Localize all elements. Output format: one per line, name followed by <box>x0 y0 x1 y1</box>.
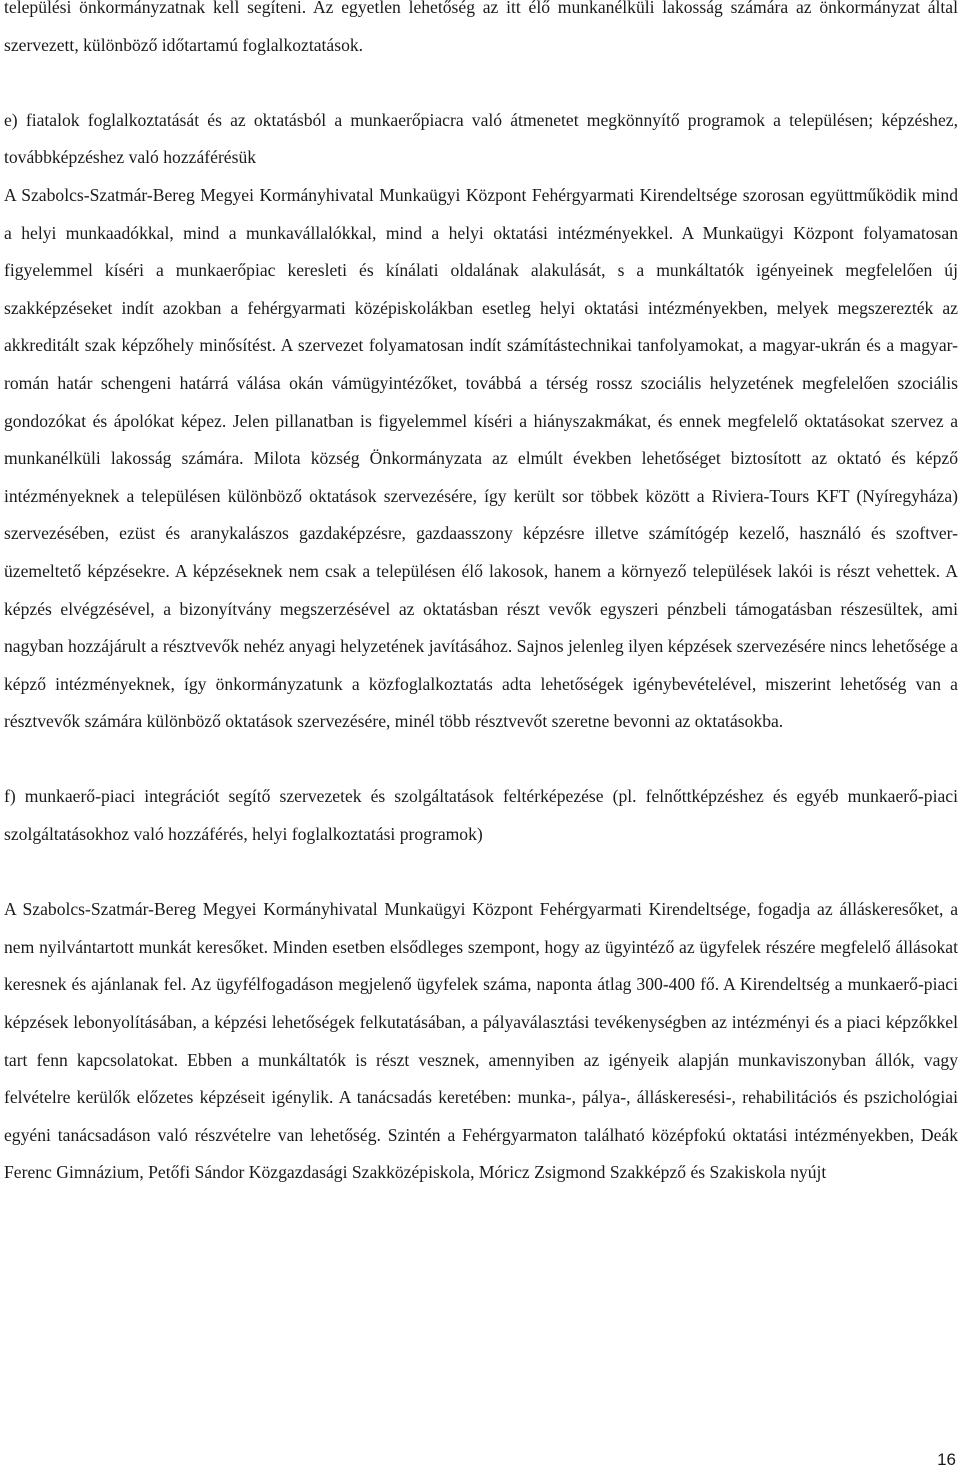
page-number: 16 <box>937 1450 956 1469</box>
section-body-f: A Szabolcs-Szatmár-Bereg Megyei Kormányhivatal Munkaügyi Központ Fehérgyarmati Kirendeltsége, fogadja az álláskeresőket, a nem nyilvántartott munkát keresőket. Minden esetben elsődleges szempont, hogy az ügyintéző az ügyfelek részére megfelelő állásokat keresnek és ajánlanak fel. Az ügyfélfogadáson megjelenő ügyfelek száma, naponta átlag 300-400 fő. A Kirendeltség a munkaerő-piaci képzések lebonyolításában, a képzési lehetőségek felkutatásában, a pályaválasztási tevékenységben az intézményi és a piaci képzőkkel tart fenn kapcsolatokat. Ebben a munkáltatók is részt vesznek, amennyiben az igényeik alapján munkaviszonyban állók, vagy felvételre kerülők előzetes képzéseit igénylik. A tanácsadás keretében: munka-, pálya-, álláskeresési-, rehabilitációs és pszichológiai egyéni tanácsadáson való részvételre van lehetőség. Szintén a Fehérgyarmaton található középfokú oktatási intézményekben, Deák Ferenc Gimnázium, Petőfi Sándor Közgazdasági Szakközépiskola, Móricz Zsigmond Szakképző és Szakiskola nyújt <box>4 899 958 1183</box>
section-heading-f: f) munkaerő-piaci integrációt segítő szervezetek és szolgáltatások feltérképezése (pl. felnőttképzéshez és egyéb munkaerő-piaci szolgáltatásokhoz való hozzáférés, helyi foglalkoztatási programok) <box>4 786 958 845</box>
paragraph-spacer <box>4 64 958 102</box>
document-page <box>4 0 958 1192</box>
section-heading-e: e) fiatalok foglalkoztatását és az oktatásból a munkaerőpiacra való átmenetet megkönnyítő programok a településen; képzéshez, továbbképzéshez való hozzáférésük <box>4 109 958 168</box>
paragraph-spacer <box>4 854 958 892</box>
section-body-e: A Szabolcs-Szatmár-Bereg Megyei Kormányhivatal Munkaügyi Központ Fehérgyarmati Kirendeltsége szorosan együttműködik mind a helyi munkaadókkal, mind a munkavállalókkal, mind a helyi oktatási intézményekkel. A Munkaügyi Központ folyamatosan figyelemmel kíséri a munkaerőpiac keresleti és kínálati oldalának alakulását, s a munkáltatók igényeinek megfelelően új szakképzéseket indít azokban a fehérgyarmati középiskolákban esetleg helyi oktatási intézményekben, melyek megszerezték az akkreditált szak képzőhely minősítést. A szervezet folyamatosan indít számítástechnikai tanfolyamokat, a magyar-ukrán és a magyar-román határ schengeni határrá válása okán vámügyintézőket, továbbá a térség rossz szociális helyzetének megfelelően szociális gondozókat és ápolókat képez. Jelen pillanatban is figyelemmel kíséri a hiányszakmákat, és ennek megfelelő oktatásokat szervez a munkanélküli lakosság számára. Milota község Önkormányzata az elmúlt években lehetőséget biztosított az oktató és képző intézményeknek a településen különböző oktatások szervezésére, így került sor többek között a Riviera-Tours KFT (Nyíregyháza) szervezésében, ezüst és aranykalászos gazdaképzésre, gazdaasszony képzésre illetve számítógép kezelő, használó és szoftver-üzemeltető képzésekre. A képzéseknek nem csak a településen élő lakosok, hanem a környező települések lakói is részt vehettek. A képzés elvégzésével, a bizonyítvány megszerzésével az oktatásban részt vevők egyszeri pénzbeli támogatásban részesültek, ami nagyban hozzájárult a résztvevők nehéz anyagi helyzetének javításához. Sajnos jelenleg ilyen képzések szervezésére nincs lehetősége a képző intézményeknek, így önkormányzatunk a közfoglalkoztatás adta lehetőségek igénybevételével, miszerint lehetőség van a résztvevők számára különböző oktatások szervezésére, minél több résztvevőt szeretne bevonni az oktatásokba. <box>4 184 958 732</box>
paragraph-continued: települési önkormányzatnak kell segíteni. Az egyetlen lehetőség az itt élő munkanélküli lakosság számára az önkormányzat által szervezett, különböző időtartamú foglalkoztatások. <box>4 0 958 55</box>
paragraph-spacer <box>4 741 958 779</box>
